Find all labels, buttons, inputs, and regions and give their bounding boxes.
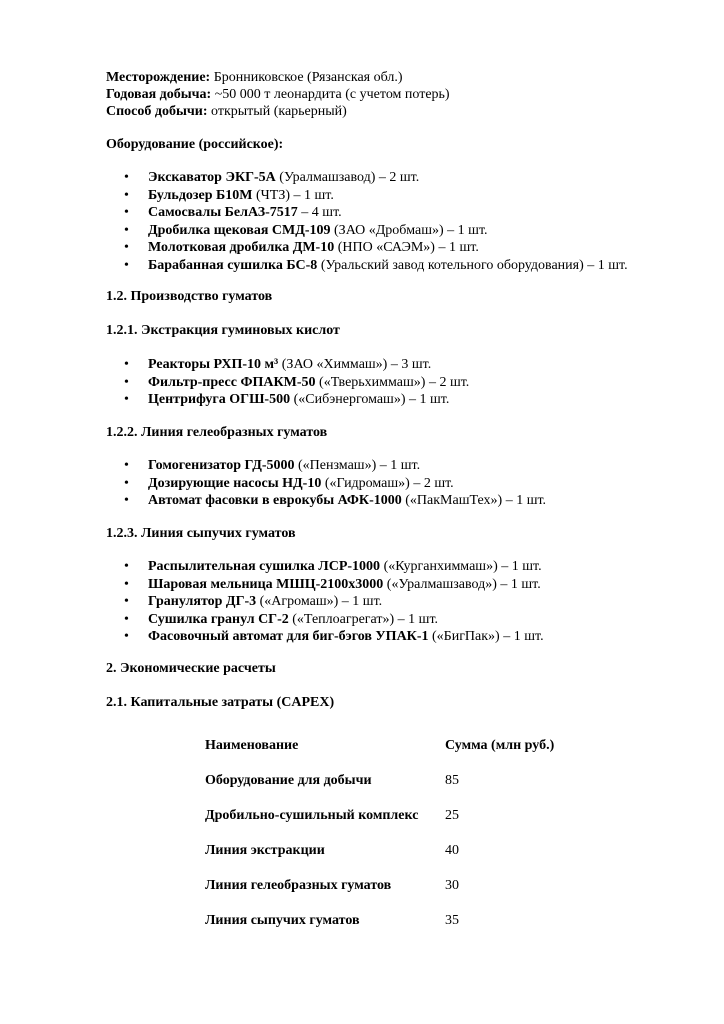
- item-name: Дозирующие насосы НД-10: [148, 475, 322, 491]
- item-detail: («Уралмашзавод») – 1 шт.: [386, 576, 541, 592]
- row-sum: 85: [445, 773, 459, 788]
- item-detail: («Гидромаш») – 2 шт.: [324, 475, 454, 491]
- gel-humates-list: [124, 457, 546, 510]
- item-name: Реакторы РХП-10 м³: [148, 357, 279, 372]
- item-name: Фасовочный автомат для биг-бэгов УПАК-1: [148, 629, 429, 644]
- section-heading-2-1: 2.1. Капитальные затраты (CAPEX): [106, 695, 335, 710]
- list-item: [124, 492, 546, 510]
- section-heading-2: 2. Экономические расчеты: [106, 661, 276, 676]
- list-item: [124, 475, 546, 493]
- row-sum: 35: [445, 913, 459, 928]
- item-detail: (НПО «САЭМ») – 1 шт.: [337, 240, 479, 255]
- list-item: [124, 222, 628, 240]
- mining-method-value: открытый (карьерный): [211, 104, 347, 119]
- row-name: Оборудование для добычи: [205, 773, 372, 788]
- item-name: Сушилка гранул СГ-2: [148, 611, 289, 627]
- bulk-humates-list: [124, 558, 544, 646]
- list-item: [124, 257, 628, 275]
- item-name: Самосвалы БелАЗ-7517: [148, 205, 298, 220]
- item-name: Барабанная сушилка БС-8: [148, 257, 318, 273]
- equipment-heading: Оборудование (российское):: [106, 137, 284, 152]
- list-item: [124, 611, 544, 629]
- list-item: [124, 169, 628, 187]
- list-item: [124, 204, 628, 222]
- equipment-list: [124, 169, 628, 274]
- item-detail: (Уралмашзавод) – 2 шт.: [279, 170, 420, 185]
- item-detail: («Сибэнергомаш») – 1 шт.: [293, 392, 450, 407]
- deposit-value: Бронниковское (Рязанская обл.): [213, 70, 403, 85]
- item-detail: («Пензмаш») – 1 шт.: [298, 458, 421, 473]
- item-detail: (ЗАО «Химмаш») – 3 шт.: [281, 357, 432, 372]
- list-item: [124, 374, 469, 392]
- item-detail: («Курганхиммаш») – 1 шт.: [383, 559, 542, 574]
- item-name: Гранулятор ДГ-3: [148, 594, 257, 609]
- annual-output-label: Годовая добыча:: [106, 87, 212, 102]
- list-item: [124, 558, 544, 576]
- item-detail: (ЧТЗ) – 1 шт.: [256, 187, 334, 203]
- deposit-label: Месторождение:: [106, 70, 211, 85]
- mining-method-label: Способ добычи:: [106, 104, 208, 119]
- row-name: Линия гелеобразных гуматов: [205, 878, 392, 893]
- mining-method-line: [106, 103, 450, 120]
- item-detail: (ЗАО «Дробмаш») – 1 шт.: [334, 222, 488, 238]
- item-name: Шаровая мельница МШЦ-2100х3000: [148, 576, 384, 592]
- section-heading-1-2: 1.2. Производство гуматов: [106, 289, 273, 304]
- column-header-name: Наименование: [205, 738, 299, 753]
- item-detail: («Агромаш») – 1 шт.: [259, 594, 383, 609]
- item-detail: («БигПак») – 1 шт.: [432, 629, 544, 644]
- list-item: [124, 187, 628, 205]
- item-name: Распылительная сушилка ЛСР-1000: [148, 559, 381, 574]
- list-item: [124, 239, 628, 257]
- item-name: Дробилка щековая СМД-109: [148, 222, 331, 238]
- row-name: Линия сыпучих гуматов: [205, 913, 360, 928]
- item-name: Центрифуга ОГШ-500: [148, 392, 291, 407]
- section-heading-1-2-3: 1.2.3. Линия сыпучих гуматов: [106, 526, 296, 541]
- item-detail: («Тверьхиммаш») – 2 шт.: [319, 374, 470, 390]
- section-heading-1-2-1: 1.2.1. Экстракция гуминовых кислот: [106, 323, 340, 338]
- row-sum: 30: [445, 878, 459, 893]
- item-name: Экскаватор ЭКГ-5А: [148, 170, 276, 185]
- annual-output-line: [106, 86, 450, 103]
- item-name: Молотковая дробилка ДМ-10: [148, 240, 335, 255]
- item-detail: (Уральский завод котельного оборудования) – 1 шт.: [320, 257, 628, 273]
- column-header-sum: Сумма (млн руб.): [445, 738, 555, 753]
- list-item: [124, 457, 546, 475]
- deposit-line: [106, 69, 450, 86]
- list-item: [124, 593, 544, 611]
- extraction-list: [124, 356, 469, 409]
- item-detail: («Теплоагрегат») – 1 шт.: [292, 611, 439, 627]
- item-name: Фильтр-пресс ФПАКМ-50: [148, 374, 316, 390]
- item-name: Автомат фасовки в еврокубы АФК-1000: [148, 493, 402, 508]
- list-item: [124, 628, 544, 646]
- item-detail: («ПакМашТех») – 1 шт.: [405, 493, 547, 508]
- item-name: Гомогенизатор ГД-5000: [148, 458, 295, 473]
- list-item: [124, 356, 469, 374]
- row-sum: 40: [445, 843, 459, 858]
- row-sum: 25: [445, 808, 459, 823]
- list-item: [124, 576, 544, 594]
- deposit-info: [106, 69, 450, 120]
- section-heading-1-2-2: 1.2.2. Линия гелеобразных гуматов: [106, 425, 328, 440]
- annual-output-value: ~50 000 т леонардита (с учетом потерь): [214, 87, 450, 102]
- item-name: Бульдозер Б10М: [148, 187, 253, 203]
- item-detail: – 4 шт.: [301, 205, 342, 220]
- row-name: Дробильно-сушильный комплекс: [205, 808, 419, 823]
- row-name: Линия экстракции: [205, 843, 325, 858]
- list-item: [124, 391, 469, 409]
